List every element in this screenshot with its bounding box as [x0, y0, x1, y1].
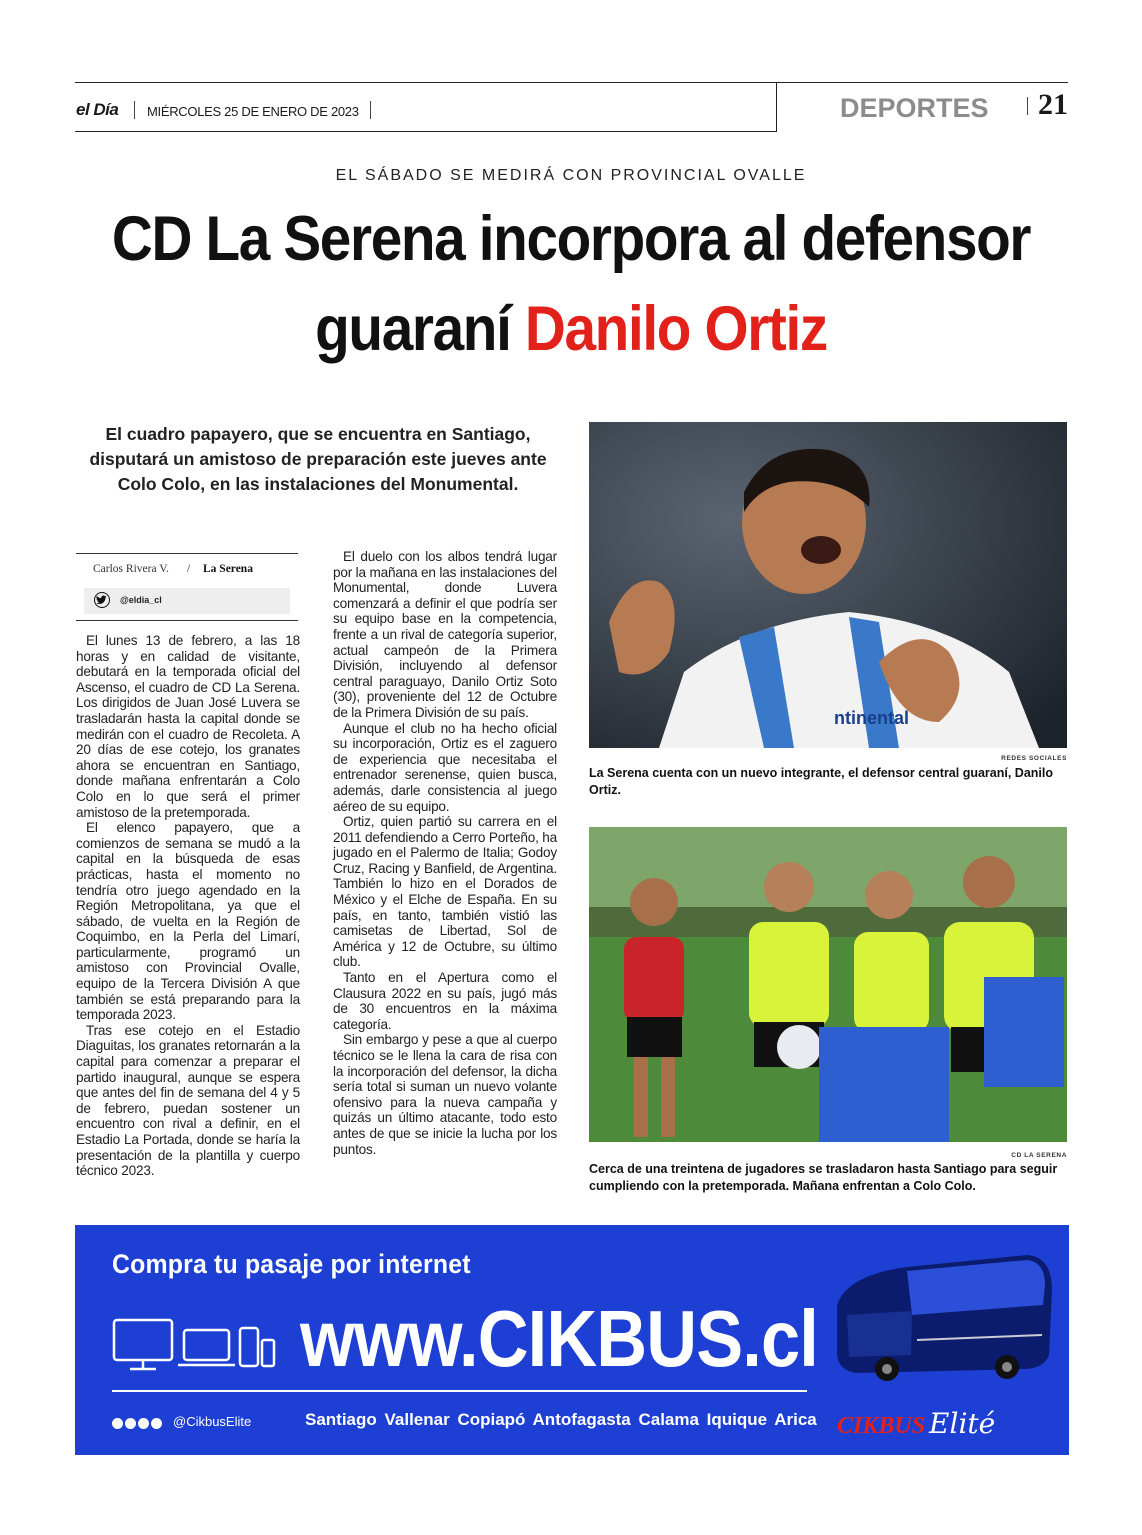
headline-text: CD La Serena incorpora al defensor guaraní: [111, 204, 1031, 364]
header-divider: [776, 82, 777, 132]
article-column-2: [333, 549, 557, 1157]
social-bar: [84, 588, 290, 614]
bus-icon: [827, 1245, 1057, 1385]
instagram-icon[interactable]: [125, 1418, 136, 1429]
header-bottom-rule: [75, 131, 777, 132]
twitter-handle: @eldia_cl: [120, 595, 162, 605]
facebook-icon[interactable]: [112, 1418, 123, 1429]
cikbus-logo: [837, 1407, 995, 1440]
ad-website-link[interactable]: www.CIKBUS.cl: [300, 1294, 818, 1383]
ad-social-handle: @CikbusElite: [173, 1414, 252, 1429]
ad-divider: [112, 1390, 807, 1392]
team-photo: [589, 827, 1067, 1142]
social-icons: [112, 1416, 164, 1434]
paragraph: El duelo con los albos tendrá lugar por la mañana en las instalaciones del Monumental, donde Luvera comenzará a definir el que podría ser su equipo base en la competencia, frente a un rival de categoría superior, actual campeón de la Primera División, incluyendo al defensor central paraguayo, Danilo Ortiz Soto (30), proveniente del 12 de Octubre de la Primera División de su país.: [333, 549, 557, 720]
header-separator: [370, 101, 371, 119]
photo-credit: REDES SOCIALES: [1001, 755, 1067, 762]
article-column-1: [76, 633, 300, 1179]
headline-highlight: Danilo Ortiz: [524, 294, 827, 364]
article-deck: El cuadro papayero, que se encuentra en Santiago, disputará un amistoso de preparación este jueves ante Colo Colo, en las instalaciones del Monumental.: [89, 424, 547, 494]
page-number: 21: [1038, 88, 1068, 121]
devices-icon: [112, 1318, 282, 1373]
byline-box: [76, 553, 298, 621]
brand-name: CIKBUS: [837, 1413, 926, 1439]
cikbus-advertisement[interactable]: [75, 1225, 1069, 1455]
paragraph: Aunque el club no ha hecho oficial su incorporación, Ortiz es el zaguero de experiencia que necesitaba el entrenador serenense, quien busca, además, darle consistencia al juego aéreo de su equipo.: [333, 720, 557, 814]
photo-caption: La Serena cuenta con un nuevo integrante, el defensor central guaraní, Danilo Ortiz.: [589, 766, 1053, 797]
article-kicker: EL SÁBADO SE MEDIRÁ CON PROVINCIAL OVALLE: [335, 167, 807, 184]
byline-place: La Serena: [203, 563, 253, 575]
header-separator: [134, 101, 135, 119]
linkedin-icon[interactable]: [138, 1418, 149, 1429]
byline-author: Carlos Rivera V.: [93, 563, 169, 575]
photo-credit: CD LA SERENA: [1011, 1152, 1067, 1159]
paragraph: El elenco papayero, que a comienzos de semana se mudó a la capital en la búsqueda de esas prácticas, hasta el momento no tendría otro juego agendado en la Región Metropolitana, ya que el sábado, de vuelta en la Región de Coquimbo, en la Perla del Limarí, particularmente, programó un amistoso con Provincial Ovalle, equipo de la Tercera División A que también se está preparando para la temporada 2023.: [76, 820, 300, 1023]
masthead-logo: el Día: [76, 100, 119, 119]
issue-date: MIÉRCOLES 25 DE ENERO DE 2023: [147, 104, 359, 119]
paragraph: Sin embargo y pese a que al cuerpo técnico se le llena la cara de risa con la incorporación del defensor, la dicha sería total si suman un nuevo volante ofensivo para la nueva campaña y quizás un último atacante, todo esto antes de que se inicie la lucha por los puntos.: [333, 1032, 557, 1157]
header-separator: [1027, 97, 1028, 115]
youtube-icon[interactable]: [151, 1418, 162, 1429]
ad-tagline: Compra tu pasaje por internet: [112, 1249, 471, 1279]
byline-separator: /: [187, 563, 191, 575]
ad-cities: Santiago Vallenar Copiapó Antofagasta Calama Iquique Arica: [305, 1410, 817, 1429]
jersey-sponsor: ntinental: [834, 708, 909, 728]
paragraph: Tras ese cotejo en el Estadio Diaguitas, los granates retornarán a la capital para comenzar a preparar el partido inaugural, aunque se espera que antes del fin de semana del 4 y 5 de febrero, puedan sostener un encuentro con rival a definir, en el Estadio La Portada, donde se haría la presentación de la plantilla y cuerpo técnico 2023.: [76, 1022, 300, 1179]
paragraph: El lunes 13 de febrero, a las 18 horas y en calidad de visitante, debutará en la temporada oficial del Ascenso, el cuadro de CD La Serena. Los dirigidos de Juan José Luvera se trasladarán hasta la capital donde se medirán con el cuadro de Recoleta. A 20 días de ese cotejo, los granates ahora se encuentran en Santiago, donde mañana enfrentarán a Colo Colo en lo que será el primer amistoso de la pretemporada.: [76, 633, 300, 820]
twitter-icon: [94, 592, 110, 608]
player-photo: [589, 422, 1067, 748]
paragraph: Tanto en el Apertura como el Clausura 2022 en su país, jugó más de 30 encuentros en la máxima categoría.: [333, 970, 557, 1032]
section-name: DEPORTES: [840, 93, 989, 123]
photo-caption: Cerca de una treintena de jugadores se trasladaron hasta Santiago para seguir cumpliendo con la pretemporada. Mañana enfrentan a Colo Colo.: [589, 1162, 1058, 1193]
header-top-rule: [75, 82, 1068, 83]
brand-script: Elité: [929, 1407, 996, 1440]
paragraph: Ortiz, quien partió su carrera en el 2011 defendiendo a Cerro Porteño, ha jugado en el Palermo de Italia; Godoy Cruz, Racing y Banfield, de Argentina. También lo hizo en el Dorados de México y el Elche de España. En su país, en tanto, también vistió las camisetas de Libertad, Sol de América y 12 de Octubre, su último club.: [333, 814, 557, 970]
article-headline: [93, 194, 1049, 374]
